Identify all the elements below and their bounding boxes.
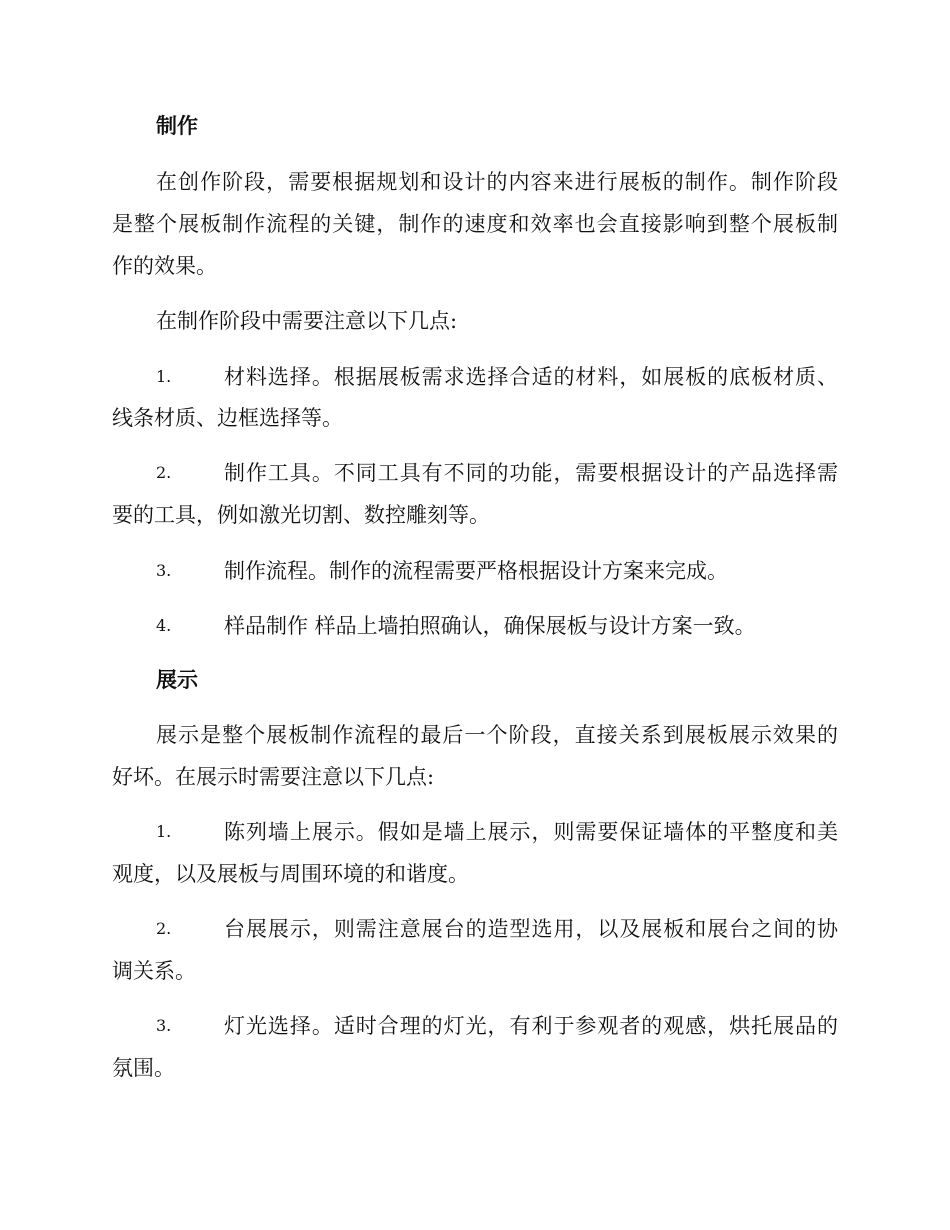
list-item-line: 观度，以及展板与周围环境的和谐度。 [112, 862, 469, 886]
list-item-line: 样品制作 样品上墙拍照确认，确保展板与设计方案一致。 [224, 614, 756, 638]
list-item-line: 调关系。 [112, 959, 196, 983]
list-item-line: 制作流程。制作的流程需要严格根据设计方案来完成。 [224, 559, 728, 583]
list-item-line: 线条材质、边框选择等。 [112, 406, 343, 430]
list-item-line: 要的工具，例如激光切割、数控雕刻等。 [112, 503, 490, 527]
paragraph-line: 在创作阶段，需要根据规划和设计的内容来进行展板的制作。制作阶段 [156, 170, 838, 194]
list-item-line: 氛围。 [112, 1056, 175, 1080]
list-number: 3. [156, 1016, 172, 1035]
paragraph-line: 好坏。在展示时需要注意以下几点: [112, 765, 435, 789]
list-number: 1. [156, 822, 172, 841]
list-number: 4. [156, 616, 172, 635]
list-number: 3. [156, 561, 172, 580]
paragraph-line: 作的效果。 [112, 254, 217, 278]
paragraph-line: 在制作阶段中需要注意以下几点: [156, 309, 458, 333]
list-item-line: 制作工具。不同工具有不同的功能，需要根据设计的产品选择需 [224, 461, 838, 485]
list-item-line: 陈列墙上展示。假如是墙上展示，则需要保证墙体的平整度和美 [224, 820, 838, 844]
paragraph-line: 是整个展板制作流程的关键，制作的速度和效率也会直接影响到整个展板制 [112, 212, 838, 236]
list-number: 2. [156, 463, 172, 482]
list-item-line: 灯光选择。适时合理的灯光，有利于参观者的观感，烘托展品的 [224, 1014, 838, 1038]
section-heading-zhanshi: 展示 [156, 668, 198, 692]
list-number: 2. [156, 919, 172, 938]
list-item-line: 材料选择。根据展板需求选择合适的材料，如展板的底板材质、 [224, 365, 838, 389]
list-number: 1. [156, 367, 172, 386]
paragraph-line: 展示是整个展板制作流程的最后一个阶段，直接关系到展板展示效果的 [156, 723, 838, 747]
section-heading-zhizuo: 制作 [156, 114, 198, 138]
list-item-line: 台展展示，则需注意展台的造型选用，以及展板和展台之间的协 [224, 917, 838, 941]
